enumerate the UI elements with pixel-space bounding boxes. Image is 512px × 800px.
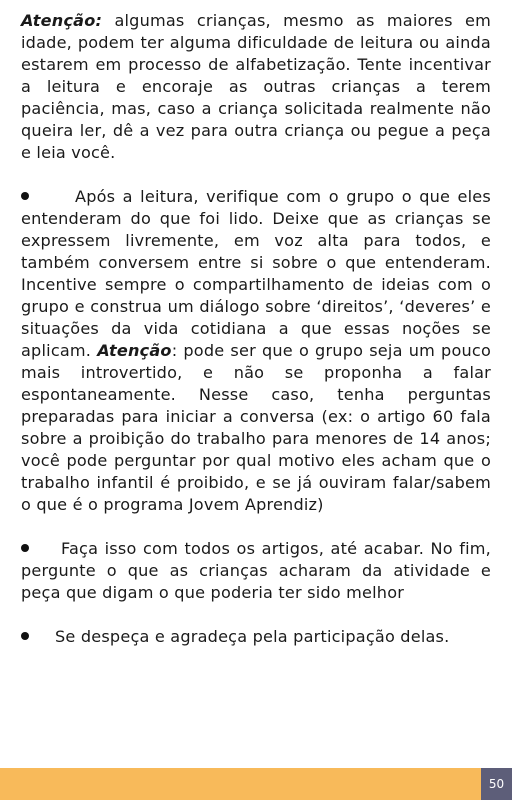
bullet-dot-icon [21,632,29,640]
intro-paragraph [21,10,491,164]
spacer [21,516,491,538]
bullet-dot-icon [21,192,29,200]
bullet-item-3 [21,626,491,648]
bullet-item-1 [21,186,491,516]
bullet-3-text: Se despeça e agradeça pela participação delas. [55,627,450,646]
spacer [21,604,491,626]
document-body [21,10,491,648]
bullet-dot-icon [21,544,29,552]
page-number: 50 [481,768,512,800]
intro-text: algumas crianças, mesmo as maiores em idade, podem ter alguma dificuldade de leitura ou ainda estarem em processo de alfabetização. Tente incentivar a leitura e encoraje as outras crianças a terem paciência, mas, caso a criança solicitada realmente não queira ler, dê a vez para outra criança ou pegue a peça e leia você. [21,11,491,162]
bullet-2-text: Faça isso com todos os artigos, até acabar. No fim, pergunte o que as crianças acharam da atividade e peça que digam o que poderia ter sido melhor [21,539,491,602]
bullet-item-2 [21,538,491,604]
bullet-1-text-before: Após a leitura, verifique com o grupo o que eles entenderam do que foi lido. Deixe que as crianças se expressem livremente, em voz alta para todos, e também conversem entre si sobre o que entenderam. Incentive sempre o compartilhamento de ideias com o grupo e construa um diálogo sobre ‘direitos’, ‘deveres’ e situações da vida cotidiana a que essas noções se aplicam. [21,187,491,360]
footer-bar [0,768,481,800]
bullet-1-emphasis: Atenção [97,341,172,360]
spacer [21,164,491,186]
intro-emphasis: Atenção: [21,11,103,30]
bullet-1-text-after: : pode ser que o grupo seja um pouco mais introvertido, e não se proponha a falar espontaneamente. Nesse caso, tenha perguntas preparadas para iniciar a conversa (ex: o artigo 60 fala sobre a proibição do trabalho para menores de 14 anos; você pode perguntar por qual motivo eles acham que o trabalho infantil é proibido, e se já ouviram falar/sabem o que é o programa Jovem Aprendiz) [21,341,491,514]
